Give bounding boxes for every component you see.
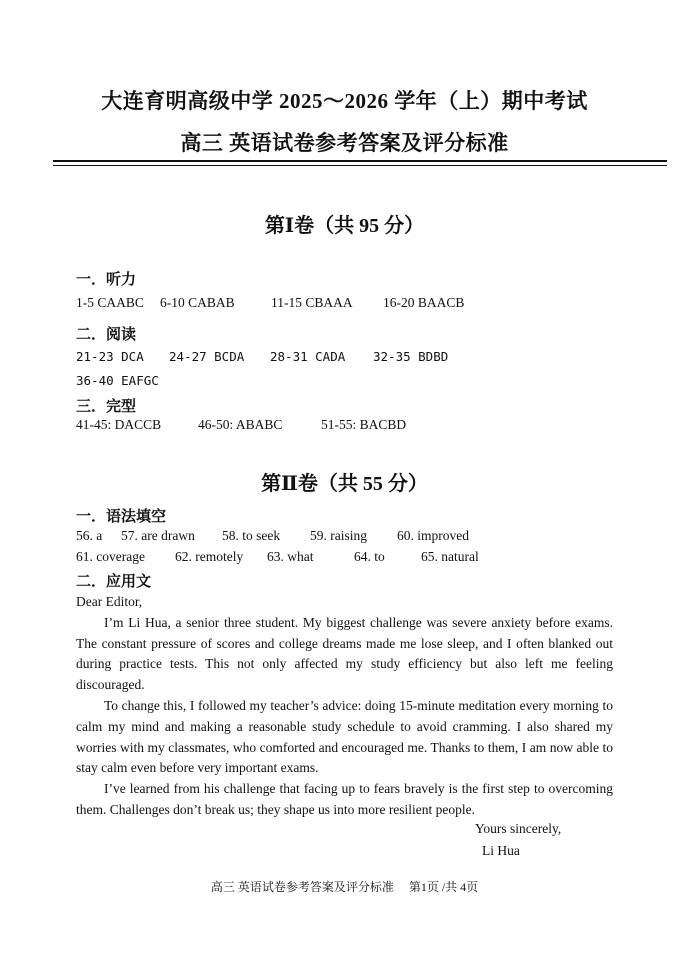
grammar-heading: 一．语法填空 (76, 509, 167, 525)
letter-paragraph: I’m Li Hua, a senior three student. My biggest challenge was severe anxiety before exams. The constant pressure of scores and college dreams made me lose sleep, and I often blanked out during practice tests. This not only affected my study efficiency but also left me feeling discouraged. (76, 614, 613, 693)
exam-title: 大连育明高级中学 2025～2026 学年（上）期中考试 (101, 89, 588, 113)
part2-title: 第Ⅱ卷（共 55 分） (261, 473, 428, 495)
answer-group: 36-40 EAFGC (76, 373, 159, 388)
answer-item: 62. remotely (175, 549, 244, 564)
answer-item: 57. are drawn (121, 528, 195, 543)
answer-group: 21-23 DCA (76, 349, 144, 364)
answer-item: 63. what (267, 549, 314, 564)
answer-item: 61. coverage (76, 549, 145, 564)
writing-heading: 二．应用文 (76, 574, 152, 590)
answer-item: 58. to seek (222, 528, 281, 543)
letter-body (76, 592, 613, 821)
answer-group: 11-15 CBAAA (271, 295, 353, 310)
answer-group: 41-45: DACCB (76, 417, 162, 432)
header-rule-thin (53, 165, 667, 166)
answer-group: 32-35 BDBD (373, 349, 449, 364)
part1-title: 第Ⅰ卷（共 95 分） (264, 215, 425, 237)
grammar-answers-row1 (76, 528, 469, 544)
header-rule-thick (53, 160, 667, 162)
reading-answers-row1 (76, 349, 448, 364)
page-footer (0, 878, 689, 895)
letter-signature: Li Hua (482, 843, 520, 858)
reading-heading: 二．阅读 (76, 327, 137, 343)
grammar-answers-row2 (76, 549, 479, 565)
letter-greeting: Dear Editor, (76, 594, 143, 609)
footer-doc-name: 高三 英语试卷参考答案及评分标准 (210, 880, 394, 894)
footer-page-number: 第1页 /共 4页 (408, 880, 479, 894)
answer-group: 6-10 CABAB (160, 295, 235, 310)
listening-heading: 一．听力 (76, 272, 137, 288)
answer-item: 56. a (76, 528, 103, 543)
answer-item: 60. improved (397, 528, 469, 543)
letter-paragraph: I’ve learned from his challenge that facing up to fears bravely is the first step to overcoming them. Challenges don’t break us; they shape us into more resilient people. (76, 781, 613, 817)
answer-group: 28-31 CADA (270, 349, 346, 364)
cloze-answers (76, 417, 406, 433)
answer-group: 16-20 BAACB (383, 295, 465, 310)
cloze-heading: 三．完型 (76, 399, 137, 415)
answer-group: 24-27 BCDA (169, 349, 245, 364)
exam-subtitle: 高三 英语试卷参考答案及评分标准 (180, 131, 509, 155)
letter-closing: Yours sincerely, (475, 821, 562, 836)
answer-item: 64. to (354, 549, 385, 564)
listening-answers (76, 295, 464, 311)
answer-group: 46-50: ABABC (198, 417, 283, 432)
answer-item: 65. natural (421, 549, 479, 564)
answer-group: 51-55: BACBD (321, 417, 407, 432)
answer-group: 1-5 CAABC (76, 295, 144, 310)
reading-answers-row2 (76, 373, 159, 388)
answer-item: 59. raising (310, 528, 367, 543)
letter-paragraph: To change this, I followed my teacher’s advice: doing 15-minute meditation every morning to calm my mind and making a reasonable study schedule to avoid cramming. I also shared my worries with my classmates, who comforted and encouraged me. Thanks to them, I am now able to stay calm even before very important exams. (76, 697, 613, 776)
